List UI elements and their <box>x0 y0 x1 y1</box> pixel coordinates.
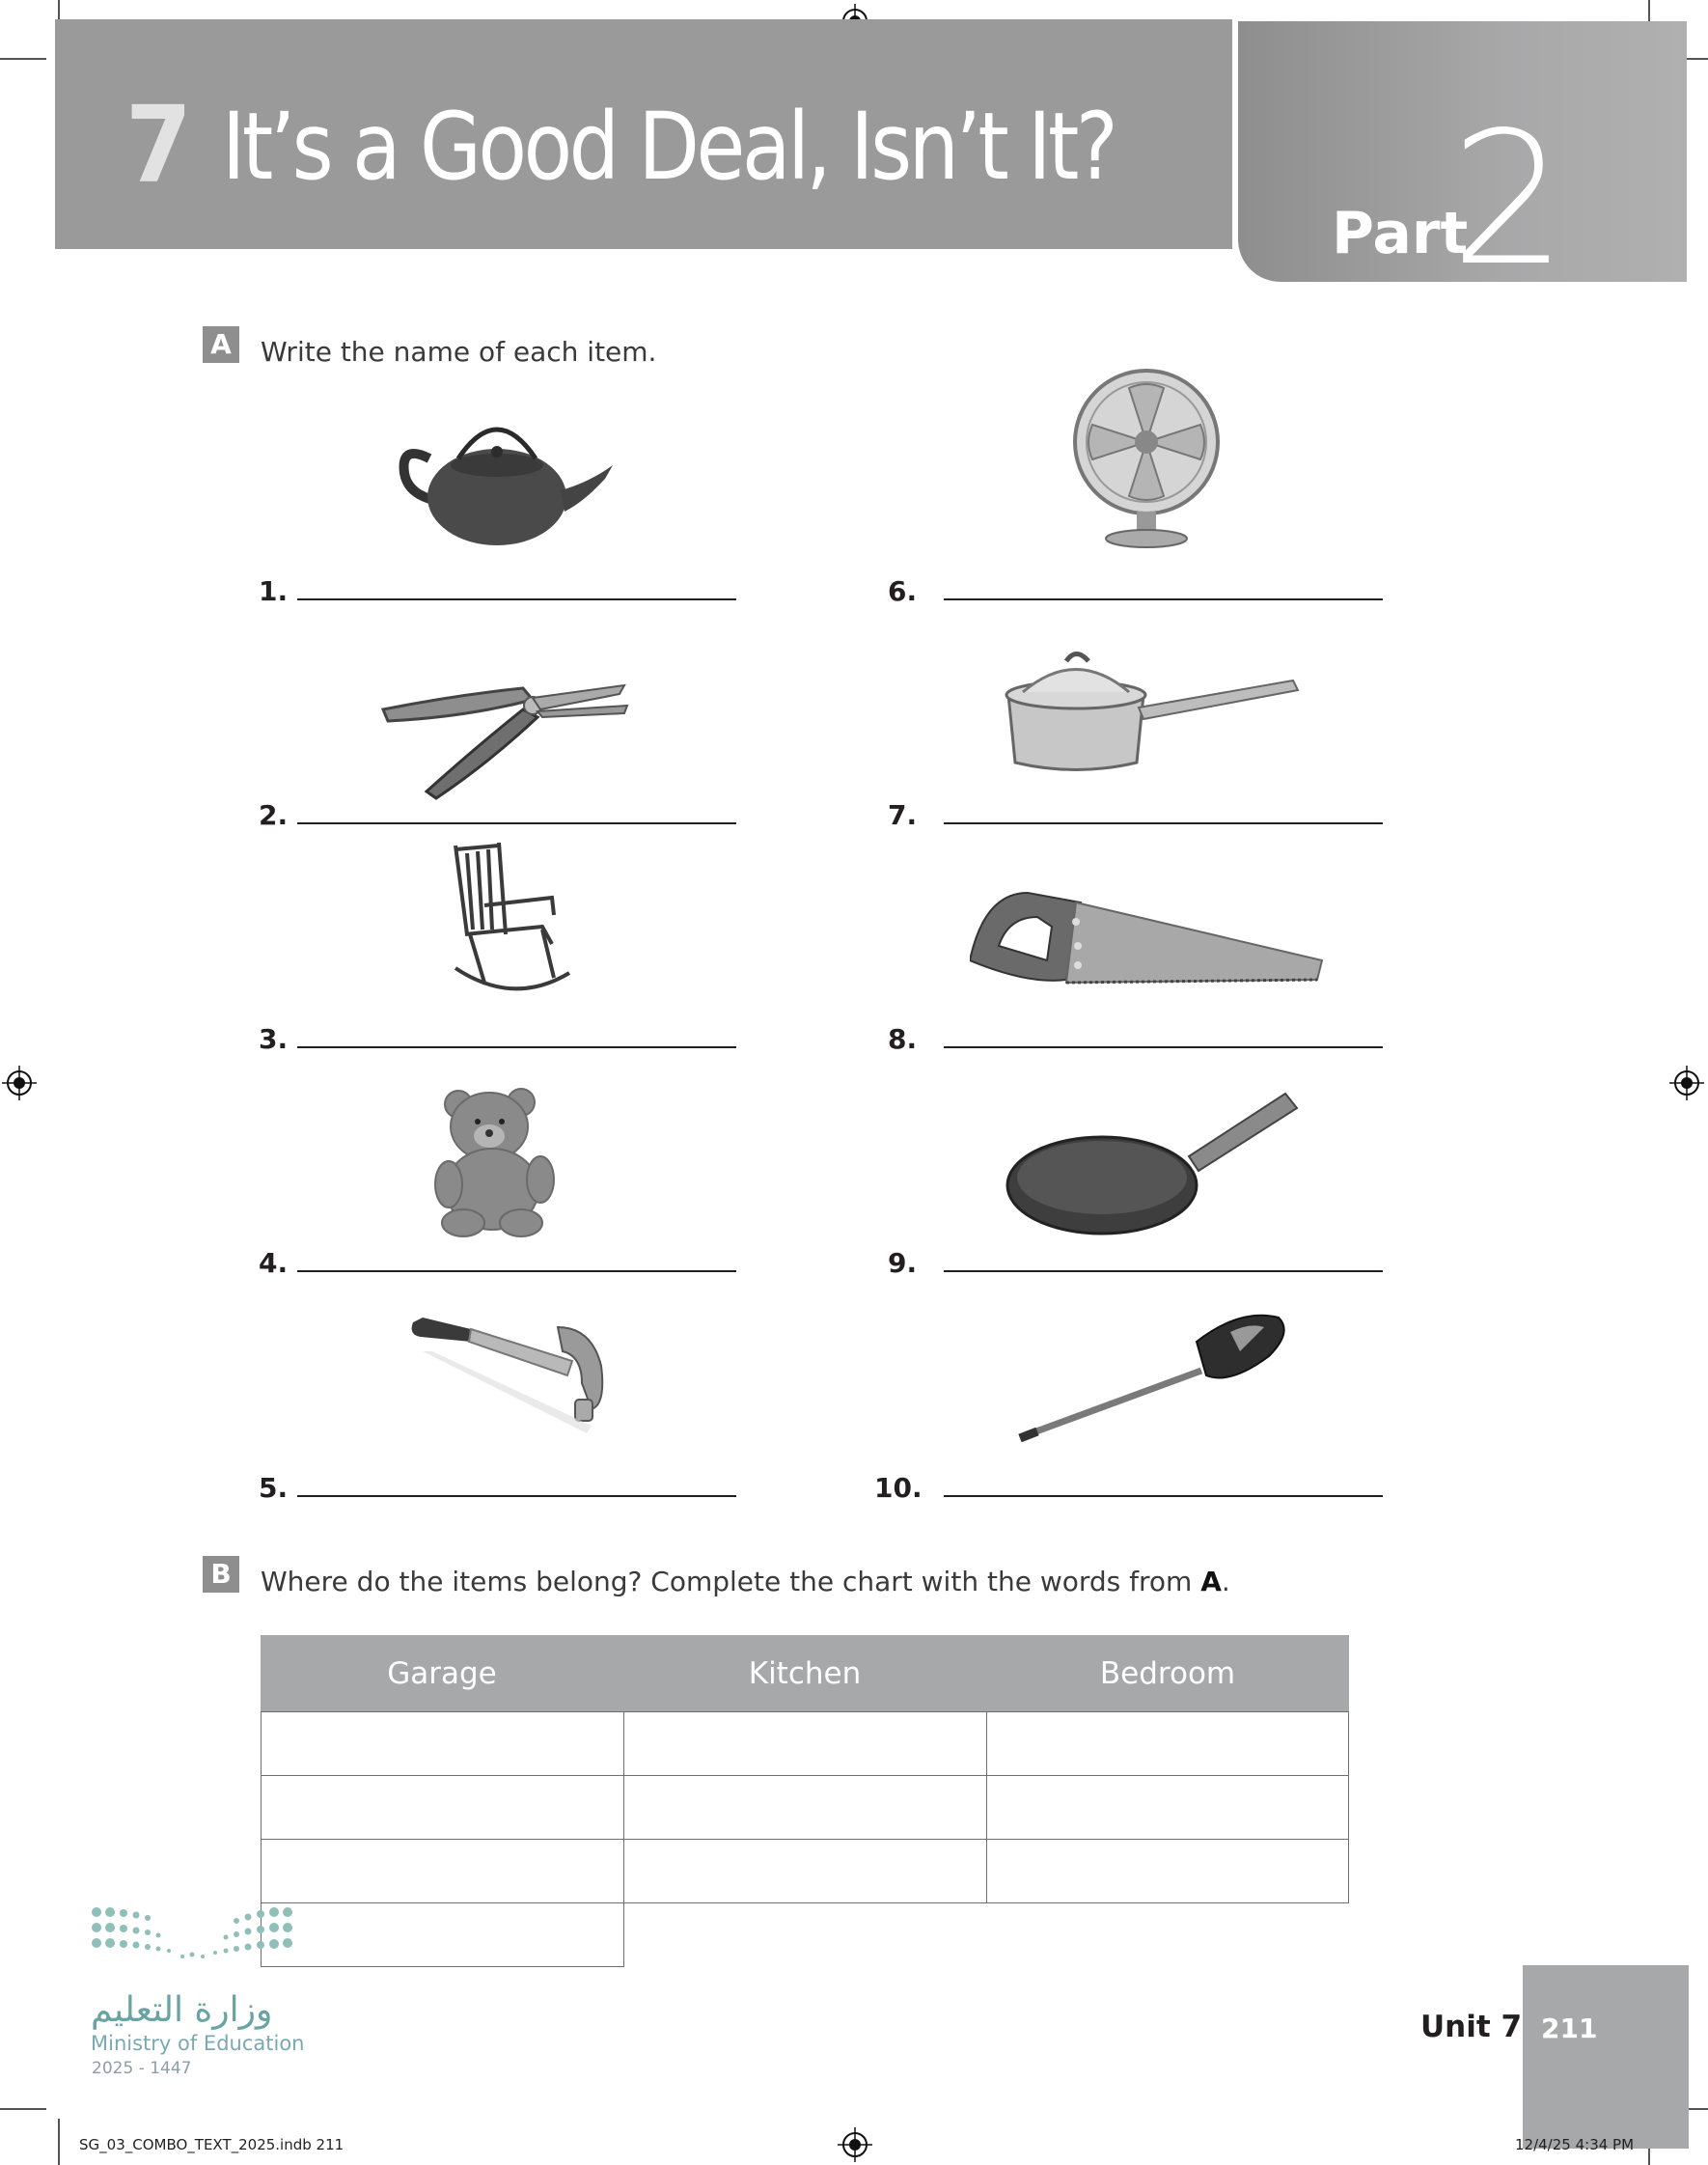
item-number: 9. <box>888 1247 918 1279</box>
print-slug-date: 12/4/25 4:34 PM <box>1515 2136 1635 2153</box>
column-header-garage: Garage <box>387 1656 497 1691</box>
page-title: It’s a Good Deal, Isn’t It? <box>222 93 1116 201</box>
instruction-text: Where do the items belong? Complete the chart with the words from <box>261 1566 1201 1597</box>
section-reference: A <box>1200 1566 1222 1597</box>
answer-line[interactable] <box>944 598 1383 600</box>
pliers-icon <box>378 671 634 801</box>
chart-cell[interactable] <box>986 1839 1349 1903</box>
answer-line[interactable] <box>944 822 1383 824</box>
chart-cell[interactable] <box>261 1711 624 1776</box>
answer-line[interactable] <box>944 1495 1383 1497</box>
item-number: 6. <box>888 575 918 607</box>
answer-line[interactable] <box>944 1270 1383 1272</box>
ministry-years: 2025 - 1447 <box>92 2059 192 2078</box>
part-number: 2 <box>1450 93 1567 306</box>
answer-line[interactable] <box>944 1046 1383 1048</box>
teddy-bear-icon <box>429 1083 560 1237</box>
saw-icon <box>970 888 1327 989</box>
chart-cell[interactable] <box>261 1839 624 1903</box>
registration-mark-icon <box>838 2127 872 2162</box>
column-header-kitchen: Kitchen <box>748 1656 862 1691</box>
item-number: 8. <box>888 1023 918 1055</box>
answer-line[interactable] <box>297 822 736 824</box>
item-number: 3. <box>259 1023 289 1055</box>
crop-mark <box>0 58 46 60</box>
crop-mark <box>58 2119 60 2165</box>
page-number: 211 <box>1541 2012 1598 2044</box>
item-number: 7. <box>888 799 918 831</box>
chart-header-row <box>261 1635 1349 1711</box>
instruction-period: . <box>1221 1566 1230 1597</box>
section-a-badge: A <box>203 326 239 363</box>
item-number: 10. <box>874 1472 923 1504</box>
section-b-badge: B <box>203 1556 239 1593</box>
chart-cell[interactable] <box>623 1711 987 1776</box>
ministry-name-arabic: وزارة التعليم <box>91 1990 273 2030</box>
chart-cell[interactable] <box>623 1775 987 1840</box>
ministry-logo-icon <box>91 1906 293 1964</box>
ministry-name-english: Ministry of Education <box>91 2032 305 2055</box>
part-label: Part <box>1332 200 1469 267</box>
answer-line[interactable] <box>297 1495 736 1497</box>
teapot-icon <box>391 405 622 550</box>
column-header-bedroom: Bedroom <box>1099 1656 1236 1691</box>
section-b-instruction <box>261 1566 1230 1597</box>
chart-cell[interactable] <box>623 1839 987 1903</box>
screwdriver-icon <box>1018 1308 1298 1443</box>
item-number: 5. <box>259 1472 289 1504</box>
item-number: 2. <box>259 799 289 831</box>
crop-mark <box>0 2108 46 2110</box>
print-slug-file: SG_03_COMBO_TEXT_2025.indb 211 <box>79 2136 344 2153</box>
page-number-box <box>1523 1965 1689 2149</box>
item-number: 1. <box>259 575 289 607</box>
answer-line[interactable] <box>297 1270 736 1272</box>
answer-line[interactable] <box>297 598 736 600</box>
registration-mark-icon <box>1669 1066 1704 1100</box>
chart-cell[interactable] <box>261 1902 624 1967</box>
frying-pan-icon <box>1006 1089 1305 1253</box>
section-a-instruction: Write the name of each item. <box>261 336 657 368</box>
answer-line[interactable] <box>297 1046 736 1048</box>
chart-cell[interactable] <box>986 1775 1349 1840</box>
chart-cell[interactable] <box>986 1711 1349 1776</box>
fan-icon <box>1071 367 1226 550</box>
rocking-chair-icon <box>446 838 571 1007</box>
saucepan-icon <box>1004 642 1303 777</box>
registration-mark-icon <box>2 1066 37 1100</box>
footer-unit-label: Unit 7 <box>1420 2010 1523 2044</box>
hammer-icon <box>403 1308 611 1443</box>
chart-cell[interactable] <box>261 1775 624 1840</box>
unit-number: 7 <box>125 83 192 207</box>
item-number: 4. <box>259 1247 289 1279</box>
